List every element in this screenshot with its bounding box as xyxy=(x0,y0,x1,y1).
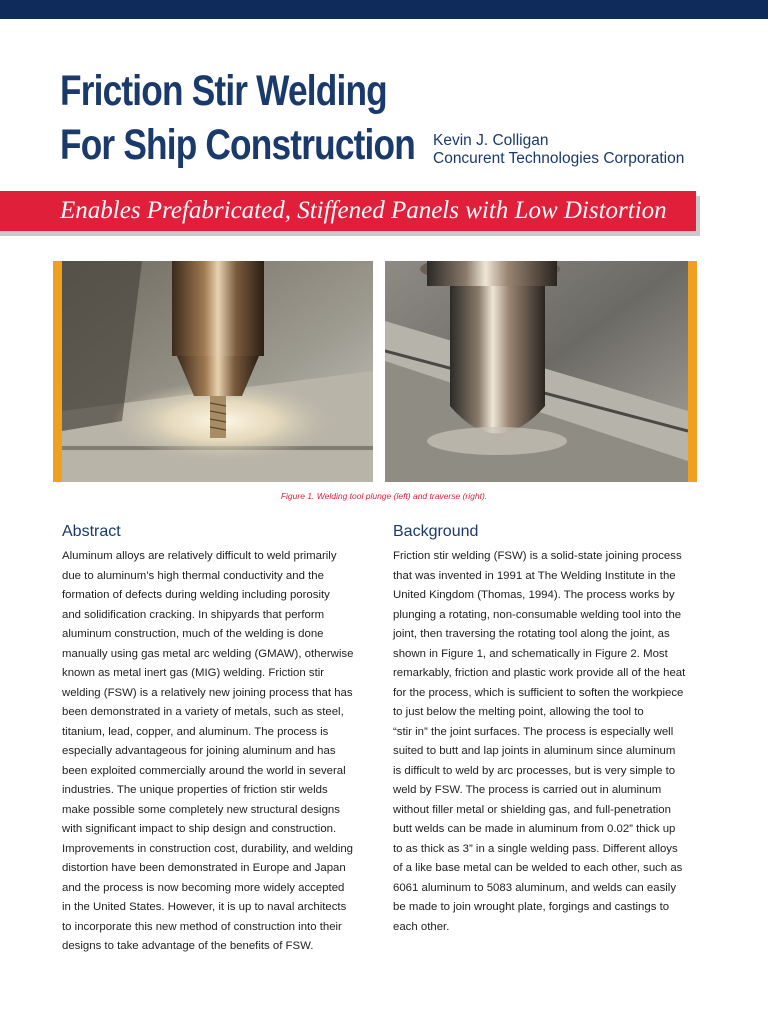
background-line: United Kingdom (Thomas, 1994). The process works by xyxy=(393,589,675,601)
abstract-line: Improvements in construction cost, durability, and welding xyxy=(62,842,354,855)
abstract-line: make possible some completely new structural designs xyxy=(62,803,340,816)
background-body xyxy=(393,547,705,937)
background-line: for the process, which is sufficient to soften the workpiece xyxy=(393,686,684,699)
background-line: weld by FSW. The process is carried out in aluminum xyxy=(393,784,662,796)
abstract-line: with significant impact to ship design and construction. xyxy=(62,823,337,835)
abstract-line: known as metal inert gas (MIG) welding. Friction stir xyxy=(62,667,325,679)
subtitle: Enables Prefabricated, Stiffened Panels with Low Distortion xyxy=(60,197,667,224)
background-line: to as thick as 3” in a single welding pass. Different alloys xyxy=(393,842,678,855)
figure-caption: Figure 1. Welding tool plunge (left) and traverse (right). xyxy=(280,491,488,501)
background-line: shown in Figure 1, and schematically in Figure 2. Most xyxy=(393,647,668,660)
abstract-line: especially advantageous for joining aluminum and has xyxy=(62,745,336,757)
abstract-line: and solidification cracking. In shipyards that perform xyxy=(62,608,325,621)
author-block xyxy=(433,132,684,168)
abstract-line: formation of defects during welding including porosity xyxy=(62,589,330,601)
abstract-line: welding (FSW) is a relatively new joining process that has xyxy=(62,686,353,699)
photo-tool-plunge xyxy=(53,261,373,482)
abstract-line: been exploited commercially around the world in several xyxy=(62,764,346,777)
page-title xyxy=(60,64,415,172)
background-heading: Background xyxy=(393,523,479,540)
abstract-line: manually using gas metal arc welding (GMAW), otherwise xyxy=(62,647,354,660)
abstract-line: distortion have been demonstrated in Europe and Japan xyxy=(62,862,346,874)
tool-plunge-image xyxy=(62,261,373,482)
top-bar xyxy=(0,0,768,19)
abstract-section xyxy=(62,521,362,957)
background-line: without filler metal or shielding gas, and full-penetration xyxy=(393,803,671,816)
background-line: to just below the melting point, allowing the tool to xyxy=(393,706,644,718)
background-line: each other. xyxy=(393,920,450,933)
background-line: be made to join wrought plate, forgings and castings to xyxy=(393,901,670,913)
background-line: joint, then traversing the rotating tool along the joint, as xyxy=(393,628,670,640)
background-line: plunging a rotating, non-consumable welding tool into the xyxy=(393,608,682,621)
background-line: 6061 aluminum to 5083 aluminum, and welds can easily xyxy=(393,881,677,894)
photo-tool-traverse xyxy=(385,261,697,482)
abstract-line: and the process is now becoming more widely accepted xyxy=(62,881,345,894)
abstract-line: in the United States. However, it is up to naval architects xyxy=(62,901,347,913)
author-org: Concurent Technologies Corporation xyxy=(433,150,685,167)
abstract-line: titanium, lead, copper, and aluminum. The process is xyxy=(62,725,329,738)
background-line: is difficult to weld by arc processes, but is very simple to xyxy=(393,764,676,777)
abstract-line: industries. The unique properties of friction stir welds xyxy=(62,784,328,796)
title-line-1: Friction Stir Welding xyxy=(60,67,387,115)
background-line: remarkably, friction and plastic work provide all of the heat xyxy=(393,667,686,679)
background-line: Friction stir welding (FSW) is a solid-state joining process xyxy=(393,550,682,562)
background-line: “stir in” the joint surfaces. The process is especially well xyxy=(393,725,674,738)
background-section xyxy=(393,521,705,937)
author-name: Kevin J. Colligan xyxy=(433,132,549,149)
abstract-line: due to aluminum’s high thermal conductivity and the xyxy=(62,569,324,582)
background-line: of a like base metal can be welded to each other, such as xyxy=(393,862,683,874)
tool-traverse-image xyxy=(385,261,688,482)
abstract-line: aluminum construction, much of the welding is done xyxy=(62,628,324,640)
abstract-heading: Abstract xyxy=(62,523,121,540)
abstract-line: designs to take advantage of the benefits of FSW. xyxy=(62,940,314,952)
abstract-body xyxy=(62,547,362,957)
background-line: that was invented in 1991 at The Welding Institute in the xyxy=(393,569,676,582)
abstract-line: to incorporate this new method of construction into their xyxy=(62,920,342,933)
subtitle-banner xyxy=(0,191,696,231)
abstract-line: Aluminum alloys are relatively difficult to weld primarily xyxy=(62,550,337,562)
abstract-line: been demonstrated in a variety of metals, such as steel, xyxy=(62,706,344,718)
background-line: suited to butt and lap joints in aluminum since aluminum xyxy=(393,745,676,757)
title-line-2: For Ship Construction xyxy=(60,121,415,169)
background-line: butt welds can be made in aluminum from 0.02” thick up xyxy=(393,823,676,835)
